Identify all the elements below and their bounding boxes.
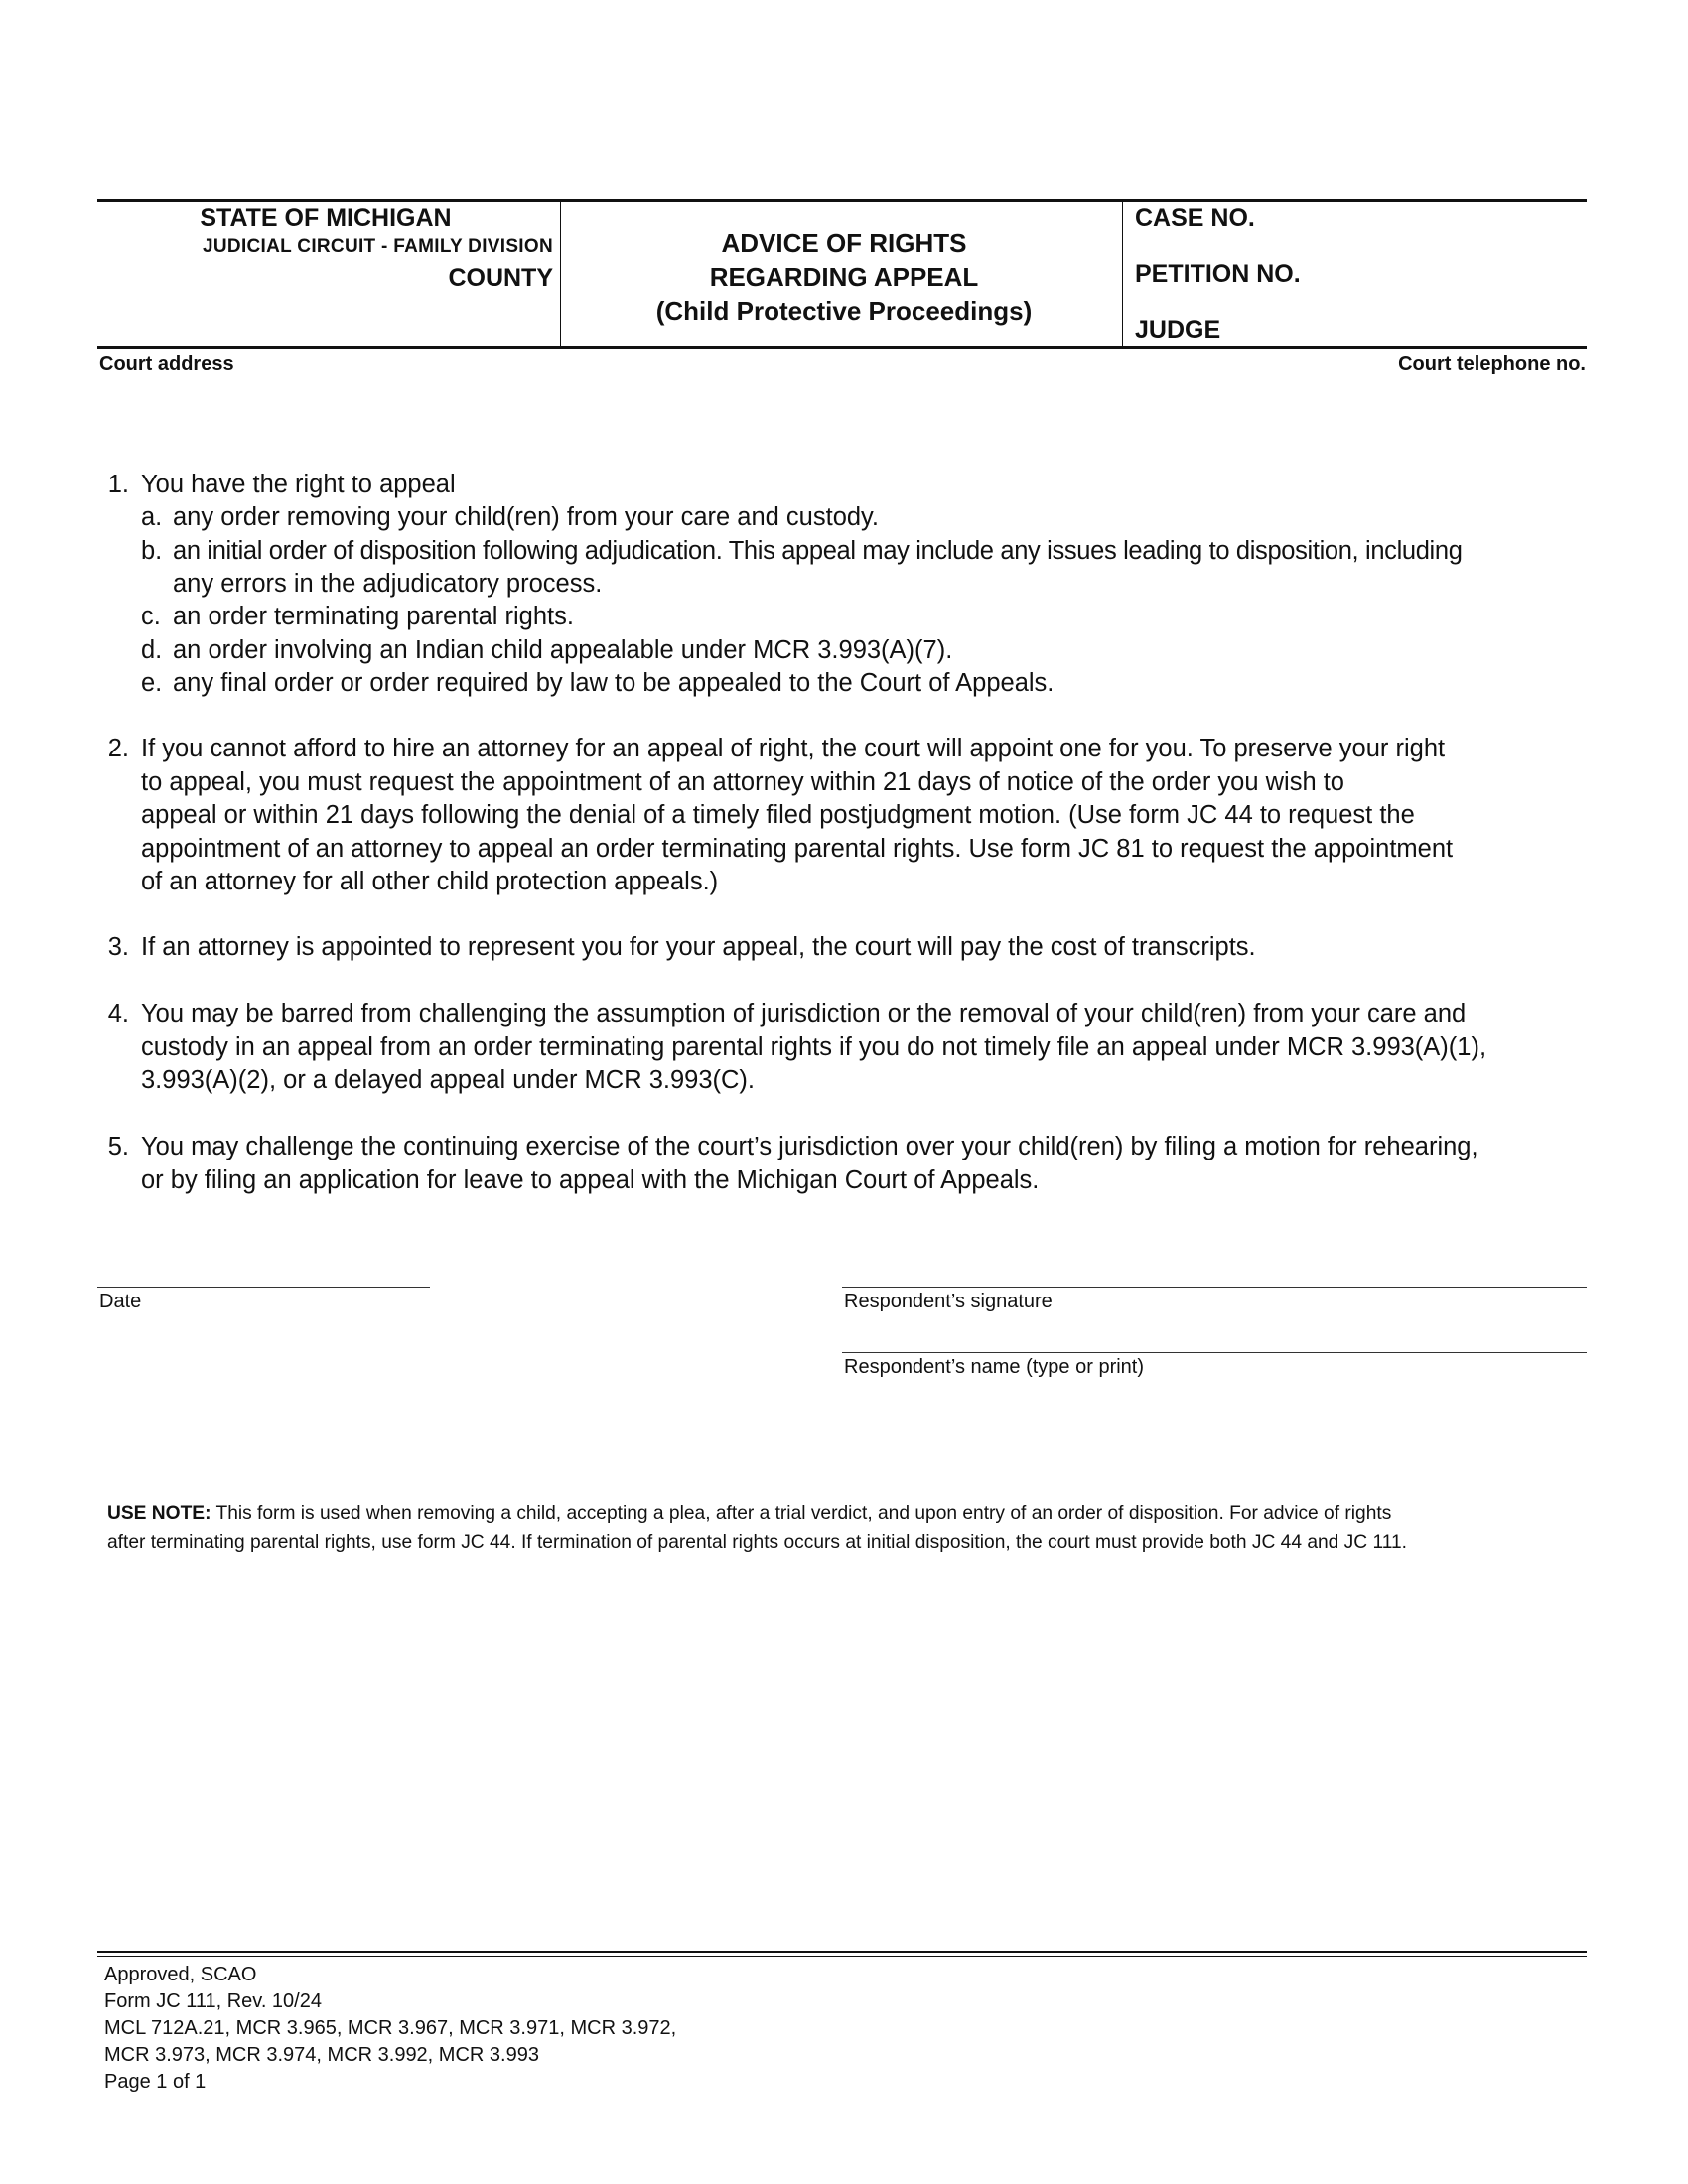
item-2-line: appointment of an attorney to appeal an order terminating parental rights. Use form JC 81 to request the appointment	[141, 834, 1454, 863]
item-5-number: 5.	[107, 1133, 129, 1160]
item-1a-text: any order removing your child(ren) from your care and custody.	[173, 503, 879, 531]
item-5-line: You may challenge the continuing exercise of the court’s jurisdiction over your child(ren) by filing a motion for rehearing,	[141, 1133, 1478, 1160]
item-1d-text: an order involving an Indian child appealable under MCR 3.993(A)(7).	[173, 636, 953, 664]
item-3-text: If an attorney is appointed to represent you for your appeal, the court will pay the cost of transcripts.	[141, 933, 1256, 961]
court-telephone-field[interactable]: Court telephone no.	[1398, 353, 1586, 375]
header-bottom-rule	[97, 346, 1587, 349]
item-2-line: appeal or within 21 days following the denial of a timely filed postjudgment motion. (Use form JC 44 to request the	[141, 801, 1415, 829]
item-1b-line-1: an initial order of disposition following adjudication. This appeal may include any issues leading to disposition, including	[173, 537, 1463, 565]
use-note-line-1	[107, 1499, 1592, 1528]
item-1-text: You have the right to appeal	[141, 471, 456, 498]
item-2-text	[141, 733, 1591, 899]
footer-form-number: Form JC 111, Rev. 10/24	[104, 1990, 322, 2012]
case-no-field[interactable]: CASE NO.	[1135, 205, 1255, 232]
item-4-line: custody in an appeal from an order terminating parental rights if you do not timely file an appeal under MCR 3.993(A)(1),	[141, 1032, 1487, 1061]
court-address-field[interactable]: Court address	[99, 353, 234, 375]
state-name: STATE OF MICHIGAN	[200, 205, 452, 232]
date-line[interactable]	[97, 1287, 430, 1288]
item-2-number: 2.	[107, 735, 129, 762]
judge-field[interactable]: JUDGE	[1135, 316, 1221, 343]
use-note	[107, 1499, 1592, 1557]
item-4-text	[141, 998, 1591, 1098]
footer-approved: Approved, SCAO	[104, 1964, 257, 1985]
item-3-number: 3.	[107, 933, 129, 961]
form-title	[562, 226, 1126, 328]
county-label: COUNTY	[448, 264, 553, 292]
item-2-line: to appeal, you must request the appointment of an attorney within 21 days of notice of the order you wish to	[141, 767, 1344, 796]
item-1e-text: any final order or order required by law to be appealed to the Court of Appeals.	[173, 669, 1055, 697]
use-note-label: USE NOTE:	[107, 1503, 211, 1524]
item-5-line: or by filing an application for leave to appeal with the Michigan Court of Appeals.	[141, 1165, 1040, 1194]
item-1c-text: an order terminating parental rights.	[173, 603, 574, 630]
item-5-text	[141, 1131, 1591, 1197]
footer-block	[104, 1962, 676, 2096]
footer-rule-thick	[97, 1951, 1587, 1953]
item-4-number: 4.	[107, 1000, 129, 1027]
title-line-3: (Child Protective Proceedings)	[655, 296, 1033, 326]
title-line-2: REGARDING APPEAL	[709, 262, 979, 292]
use-note-line-2: after terminating parental rights, use form JC 44. If termination of parental rights occurs at initial disposition, the court must provide both JC 44 and JC 111.	[107, 1532, 1407, 1553]
item-4-line: 3.993(A)(2), or a delayed appeal under MCR 3.993(C).	[141, 1066, 755, 1094]
date-label: Date	[99, 1291, 142, 1312]
item-1b-line-2: any errors in the adjudicatory process.	[173, 570, 603, 598]
item-4-line: You may be barred from challenging the assumption of jurisdiction or the removal of your child(ren) from your care and	[141, 1000, 1467, 1027]
item-1-number: 1.	[107, 471, 129, 498]
title-line-1: ADVICE OF RIGHTS	[721, 228, 967, 258]
header-top-rule	[97, 199, 1587, 202]
circuit-label: JUDICIAL CIRCUIT - FAMILY DIVISION	[203, 236, 553, 257]
item-1c-letter: c.	[141, 603, 161, 630]
use-note-text-1: This form is used when removing a child, accepting a plea, after a trial verdict, and upon entry of an order of disposition. For advice of rights	[211, 1503, 1392, 1524]
item-2-line: If you cannot afford to hire an attorney for an appeal of right, the court will appoint one for you. To preserve your right	[141, 735, 1446, 762]
respondent-signature-label: Respondent’s signature	[844, 1291, 1053, 1312]
respondent-name-line[interactable]	[842, 1352, 1587, 1353]
respondent-name-label: Respondent’s name (type or print)	[844, 1356, 1145, 1378]
item-1b-letter: b.	[141, 537, 163, 565]
petition-no-field[interactable]: PETITION NO.	[1135, 260, 1301, 288]
footer-statutes-1: MCL 712A.21, MCR 3.965, MCR 3.967, MCR 3.971, MCR 3.972,	[104, 2017, 677, 2039]
respondent-signature-line[interactable]	[842, 1287, 1587, 1288]
item-2-line: of an attorney for all other child protection appeals.)	[141, 868, 719, 895]
footer-rule-thin	[97, 1956, 1587, 1957]
footer-page-number: Page 1 of 1	[104, 2071, 207, 2093]
item-1a-letter: a.	[141, 503, 163, 531]
item-1d-letter: d.	[141, 636, 163, 664]
footer-statutes-2: MCR 3.973, MCR 3.974, MCR 3.992, MCR 3.993	[104, 2044, 539, 2066]
item-1e-letter: e.	[141, 669, 163, 697]
header-divider-left	[560, 201, 561, 346]
